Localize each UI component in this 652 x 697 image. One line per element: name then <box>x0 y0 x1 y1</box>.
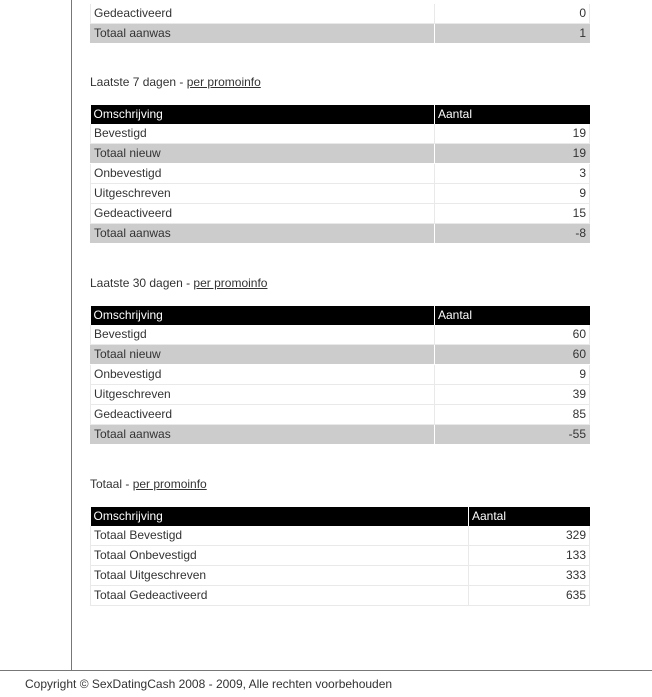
section-title-totaal <box>90 477 207 491</box>
per-promoinfo-link-totaal[interactable]: per promoinfo <box>132 477 207 491</box>
row-count: -8 <box>435 224 590 244</box>
section-title-text: Laatste 7 dagen - <box>90 75 187 89</box>
column-header-omschrijving: Omschrijving <box>91 507 469 526</box>
stats-table-totaal <box>90 507 590 606</box>
table-header-row <box>91 306 590 325</box>
row-count: 1 <box>435 24 590 44</box>
row-label: Onbevestigd <box>91 164 435 184</box>
row-label: Onbevestigd <box>91 365 435 385</box>
row-label: Gedeactiveerd <box>91 4 435 24</box>
row-count: 39 <box>435 385 590 405</box>
stats-table-last-7-days <box>90 105 590 244</box>
per-promoinfo-link-30-days[interactable]: per promoinfo <box>193 276 268 290</box>
row-count: 60 <box>435 325 590 345</box>
table-row <box>91 325 590 345</box>
column-header-aantal: Aantal <box>435 105 590 124</box>
row-count: 9 <box>435 184 590 204</box>
table-row <box>91 566 590 586</box>
table-header-row <box>91 507 590 526</box>
section-title-text: Laatste 30 dagen - <box>90 276 194 290</box>
footer-divider <box>0 670 652 671</box>
row-label: Gedeactiveerd <box>91 204 435 224</box>
row-label: Uitgeschreven <box>91 184 435 204</box>
row-count: 85 <box>435 405 590 425</box>
table-row <box>91 4 590 24</box>
table-row <box>91 164 590 184</box>
row-count: -55 <box>435 425 590 445</box>
stats-table-last-30-days <box>90 306 590 445</box>
row-label: Totaal aanwas <box>91 425 435 445</box>
footer-copyright: Copyright © SexDatingCash 2008 - 2009, Alle rechten voorbehouden <box>25 677 393 691</box>
row-label: Totaal Bevestigd <box>91 526 469 546</box>
row-count: 9 <box>435 365 590 385</box>
table-row <box>91 204 590 224</box>
row-count: 15 <box>435 204 590 224</box>
row-count: 19 <box>435 124 590 144</box>
table-row <box>91 526 590 546</box>
row-count: 329 <box>469 526 590 546</box>
total-row <box>91 224 590 244</box>
content-left-border <box>71 0 72 671</box>
table-row <box>91 385 590 405</box>
column-header-omschrijving: Omschrijving <box>91 105 435 124</box>
row-label: Totaal aanwas <box>91 24 435 44</box>
column-header-aantal: Aantal <box>435 306 590 325</box>
row-label: Bevestigd <box>91 124 435 144</box>
per-promoinfo-link-7-days[interactable]: per promoinfo <box>186 75 261 89</box>
row-count: 19 <box>435 144 590 164</box>
section-title-text: Totaal - <box>90 477 133 491</box>
row-count: 60 <box>435 345 590 365</box>
row-label: Uitgeschreven <box>91 385 435 405</box>
total-row <box>91 425 590 445</box>
row-label: Totaal aanwas <box>91 224 435 244</box>
table-row <box>91 586 590 606</box>
table-header-row <box>91 105 590 124</box>
table-row <box>91 365 590 385</box>
column-header-aantal: Aantal <box>469 507 590 526</box>
total-row <box>91 144 590 164</box>
total-row <box>91 345 590 365</box>
table-row <box>91 405 590 425</box>
row-label: Totaal nieuw <box>91 144 435 164</box>
row-count: 333 <box>469 566 590 586</box>
row-label: Gedeactiveerd <box>91 405 435 425</box>
row-count: 133 <box>469 546 590 566</box>
section-title-last-30-days <box>90 276 267 290</box>
row-count: 0 <box>435 4 590 24</box>
row-label: Totaal nieuw <box>91 345 435 365</box>
total-row <box>91 24 590 44</box>
table-row <box>91 184 590 204</box>
row-label: Bevestigd <box>91 325 435 345</box>
row-label: Totaal Gedeactiveerd <box>91 586 469 606</box>
table-row <box>91 124 590 144</box>
stats-table-previous <box>90 4 590 44</box>
row-count: 3 <box>435 164 590 184</box>
table-row <box>91 546 590 566</box>
section-title-last-7-days <box>90 75 261 89</box>
row-label: Totaal Uitgeschreven <box>91 566 469 586</box>
row-count: 635 <box>469 586 590 606</box>
row-label: Totaal Onbevestigd <box>91 546 469 566</box>
column-header-omschrijving: Omschrijving <box>91 306 435 325</box>
